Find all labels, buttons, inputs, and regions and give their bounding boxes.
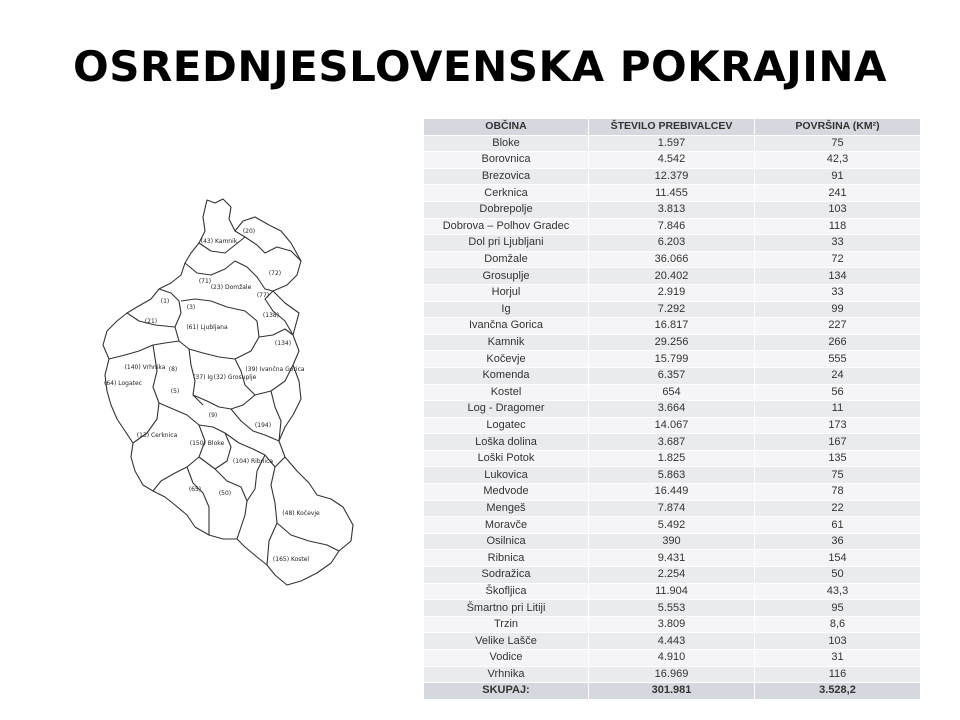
- cell-area: 22: [755, 500, 921, 517]
- cell-population: 7.846: [589, 218, 755, 235]
- cell-municipality: Kamnik: [424, 334, 589, 351]
- cell-area: 173: [755, 417, 921, 434]
- cell-population: 6.203: [589, 235, 755, 252]
- cell-municipality: Velike Lašče: [424, 633, 589, 650]
- cell-municipality: Loški Potok: [424, 450, 589, 467]
- cell-population: 14.067: [589, 417, 755, 434]
- cell-municipality: Škofljica: [424, 583, 589, 600]
- table-row: [424, 152, 921, 169]
- cell-municipality: Cerknica: [424, 185, 589, 202]
- cell-population: 29.256: [589, 334, 755, 351]
- map-label: (138): [262, 312, 280, 319]
- table-row: [424, 168, 921, 185]
- cell-population: 5.863: [589, 467, 755, 484]
- cell-area: 11: [755, 401, 921, 418]
- cell-municipality: Loška dolina: [424, 434, 589, 451]
- cell-area: 31: [755, 650, 921, 667]
- cell-municipality: Lukovica: [424, 467, 589, 484]
- table-row: [424, 434, 921, 451]
- population-table: [423, 118, 921, 700]
- map-label: (39) Ivančna Gorica: [245, 366, 305, 373]
- cell-population: 16.817: [589, 318, 755, 335]
- cell-population: 1.825: [589, 450, 755, 467]
- cell-population: 3.664: [589, 401, 755, 418]
- cell-population: 5.553: [589, 600, 755, 617]
- cell-population: 16.449: [589, 484, 755, 501]
- table-row: [424, 583, 921, 600]
- map-label: (1): [160, 298, 170, 305]
- cell-area: 33: [755, 284, 921, 301]
- table-total-row: [424, 683, 921, 700]
- cell-municipality: Dobrepolje: [424, 201, 589, 218]
- cell-population: 16.969: [589, 666, 755, 683]
- cell-municipality: Domžale: [424, 251, 589, 268]
- cell-municipality: Logatec: [424, 417, 589, 434]
- map-label: (77): [256, 292, 270, 299]
- cell-population: 11.455: [589, 185, 755, 202]
- cell-municipality: Borovnica: [424, 152, 589, 169]
- cell-population: 12.379: [589, 168, 755, 185]
- cell-area: 555: [755, 351, 921, 368]
- cell-municipality: Brezovica: [424, 168, 589, 185]
- cell-area: 24: [755, 367, 921, 384]
- table-row: [424, 201, 921, 218]
- cell-population: 36.066: [589, 251, 755, 268]
- table-row: [424, 185, 921, 202]
- cell-area: 75: [755, 135, 921, 152]
- cell-area: 61: [755, 517, 921, 534]
- cell-municipality: Dol pri Ljubljani: [424, 235, 589, 252]
- cell-municipality: Osilnica: [424, 533, 589, 550]
- cell-population: 2.919: [589, 284, 755, 301]
- table-row: [424, 467, 921, 484]
- map-label: (50): [218, 490, 232, 497]
- cell-area: 241: [755, 185, 921, 202]
- table-row: [424, 284, 921, 301]
- table-row: [424, 235, 921, 252]
- map-label: (64) Logatec: [104, 380, 142, 387]
- table-row: [424, 367, 921, 384]
- map-label: (140) Vrhnika: [124, 364, 166, 371]
- cell-area: 116: [755, 666, 921, 683]
- cell-municipality: Ig: [424, 301, 589, 318]
- map-label: (165) Kostel: [272, 556, 310, 563]
- cell-area: 8,6: [755, 616, 921, 633]
- cell-municipality: Sodražica: [424, 567, 589, 584]
- region-outline: [103, 199, 353, 585]
- map-label: (5): [170, 388, 180, 395]
- cell-municipality: Log - Dragomer: [424, 401, 589, 418]
- total-label: SKUPAJ:: [424, 683, 589, 700]
- table-header-row: [424, 119, 921, 136]
- map-label: (71): [198, 278, 212, 285]
- cell-municipality: Mengeš: [424, 500, 589, 517]
- region-map: [95, 195, 360, 590]
- cell-area: 118: [755, 218, 921, 235]
- table-row: [424, 500, 921, 517]
- table-row: [424, 633, 921, 650]
- map-label: (32) Grosuplje: [213, 374, 257, 381]
- cell-area: 78: [755, 484, 921, 501]
- cell-population: 4.443: [589, 633, 755, 650]
- table-row: [424, 268, 921, 285]
- map-label: (48) Kočevje: [282, 510, 320, 517]
- cell-area: 266: [755, 334, 921, 351]
- map-label: (104) Ribnica: [232, 458, 274, 465]
- cell-population: 15.799: [589, 351, 755, 368]
- cell-municipality: Dobrova – Polhov Gradec: [424, 218, 589, 235]
- map-label: (61) Ljubljana: [186, 324, 228, 331]
- total-area: 3.528,2: [755, 683, 921, 700]
- cell-area: 135: [755, 450, 921, 467]
- cell-municipality: Ribnica: [424, 550, 589, 567]
- table-row: [424, 533, 921, 550]
- cell-population: 3.813: [589, 201, 755, 218]
- cell-population: 6.357: [589, 367, 755, 384]
- table-row: [424, 401, 921, 418]
- cell-municipality: Bloke: [424, 135, 589, 152]
- cell-population: 3.687: [589, 434, 755, 451]
- cell-population: 20.402: [589, 268, 755, 285]
- cell-population: 3.809: [589, 616, 755, 633]
- cell-area: 154: [755, 550, 921, 567]
- cell-population: 654: [589, 384, 755, 401]
- map-label: (8): [168, 366, 178, 373]
- table-row: [424, 301, 921, 318]
- header-population: ŠTEVILO PREBIVALCEV: [589, 119, 755, 136]
- table-row: [424, 135, 921, 152]
- cell-population: 9.431: [589, 550, 755, 567]
- cell-area: 56: [755, 384, 921, 401]
- map-label: (3): [186, 304, 196, 311]
- map-label: (150) Bloke: [189, 440, 225, 447]
- map-label: (23) Domžale: [210, 284, 252, 291]
- cell-area: 95: [755, 600, 921, 617]
- table-row: [424, 484, 921, 501]
- cell-area: 167: [755, 434, 921, 451]
- cell-area: 42,3: [755, 152, 921, 169]
- cell-municipality: Ivančna Gorica: [424, 318, 589, 335]
- cell-population: 11.904: [589, 583, 755, 600]
- cell-municipality: Vodice: [424, 650, 589, 667]
- header-area: POVRŠINA (KM²): [755, 119, 921, 136]
- cell-population: 4.542: [589, 152, 755, 169]
- map-label: (65): [188, 486, 202, 493]
- map-label: (20): [242, 228, 256, 235]
- cell-area: 36: [755, 533, 921, 550]
- cell-population: 2.254: [589, 567, 755, 584]
- table-row: [424, 351, 921, 368]
- table-row: [424, 318, 921, 335]
- cell-municipality: Moravče: [424, 517, 589, 534]
- table-row: [424, 650, 921, 667]
- municipality-map-svg: [95, 195, 360, 590]
- cell-area: 91: [755, 168, 921, 185]
- table-row: [424, 600, 921, 617]
- table-row: [424, 567, 921, 584]
- table-row: [424, 218, 921, 235]
- cell-area: 72: [755, 251, 921, 268]
- total-population: 301.981: [589, 683, 755, 700]
- cell-area: 99: [755, 301, 921, 318]
- cell-area: 33: [755, 235, 921, 252]
- map-label: (21): [144, 318, 158, 325]
- table-row: [424, 450, 921, 467]
- cell-municipality: Komenda: [424, 367, 589, 384]
- cell-municipality: Šmartno pri Litiji: [424, 600, 589, 617]
- cell-municipality: Horjul: [424, 284, 589, 301]
- page-title: OSREDNJESLOVENSKA POKRAJINA: [73, 42, 887, 91]
- cell-area: 43,3: [755, 583, 921, 600]
- cell-population: 390: [589, 533, 755, 550]
- cell-area: 227: [755, 318, 921, 335]
- table-row: [424, 666, 921, 683]
- cell-population: 1.597: [589, 135, 755, 152]
- cell-area: 75: [755, 467, 921, 484]
- cell-municipality: Trzin: [424, 616, 589, 633]
- table-row: [424, 550, 921, 567]
- cell-area: 103: [755, 633, 921, 650]
- cell-municipality: Medvode: [424, 484, 589, 501]
- cell-population: 7.874: [589, 500, 755, 517]
- map-label: (43) Kamnik: [200, 238, 238, 245]
- cell-area: 103: [755, 201, 921, 218]
- map-label: (9): [208, 412, 218, 419]
- table-row: [424, 417, 921, 434]
- cell-municipality: Kočevje: [424, 351, 589, 368]
- table-row: [424, 251, 921, 268]
- table-row: [424, 384, 921, 401]
- cell-population: 5.492: [589, 517, 755, 534]
- cell-population: 4.910: [589, 650, 755, 667]
- cell-municipality: Grosuplje: [424, 268, 589, 285]
- table-row: [424, 517, 921, 534]
- header-municipality: OBČINA: [424, 119, 589, 136]
- cell-municipality: Kostel: [424, 384, 589, 401]
- map-label: (37) Ig: [193, 374, 213, 381]
- map-label: (72): [268, 270, 282, 277]
- table-row: [424, 334, 921, 351]
- map-label: (194): [254, 422, 272, 429]
- cell-municipality: Vrhnika: [424, 666, 589, 683]
- map-label: (13) Cerknica: [136, 432, 178, 439]
- cell-population: 7.292: [589, 301, 755, 318]
- cell-area: 50: [755, 567, 921, 584]
- table-row: [424, 616, 921, 633]
- cell-area: 134: [755, 268, 921, 285]
- map-label: (134): [274, 340, 292, 347]
